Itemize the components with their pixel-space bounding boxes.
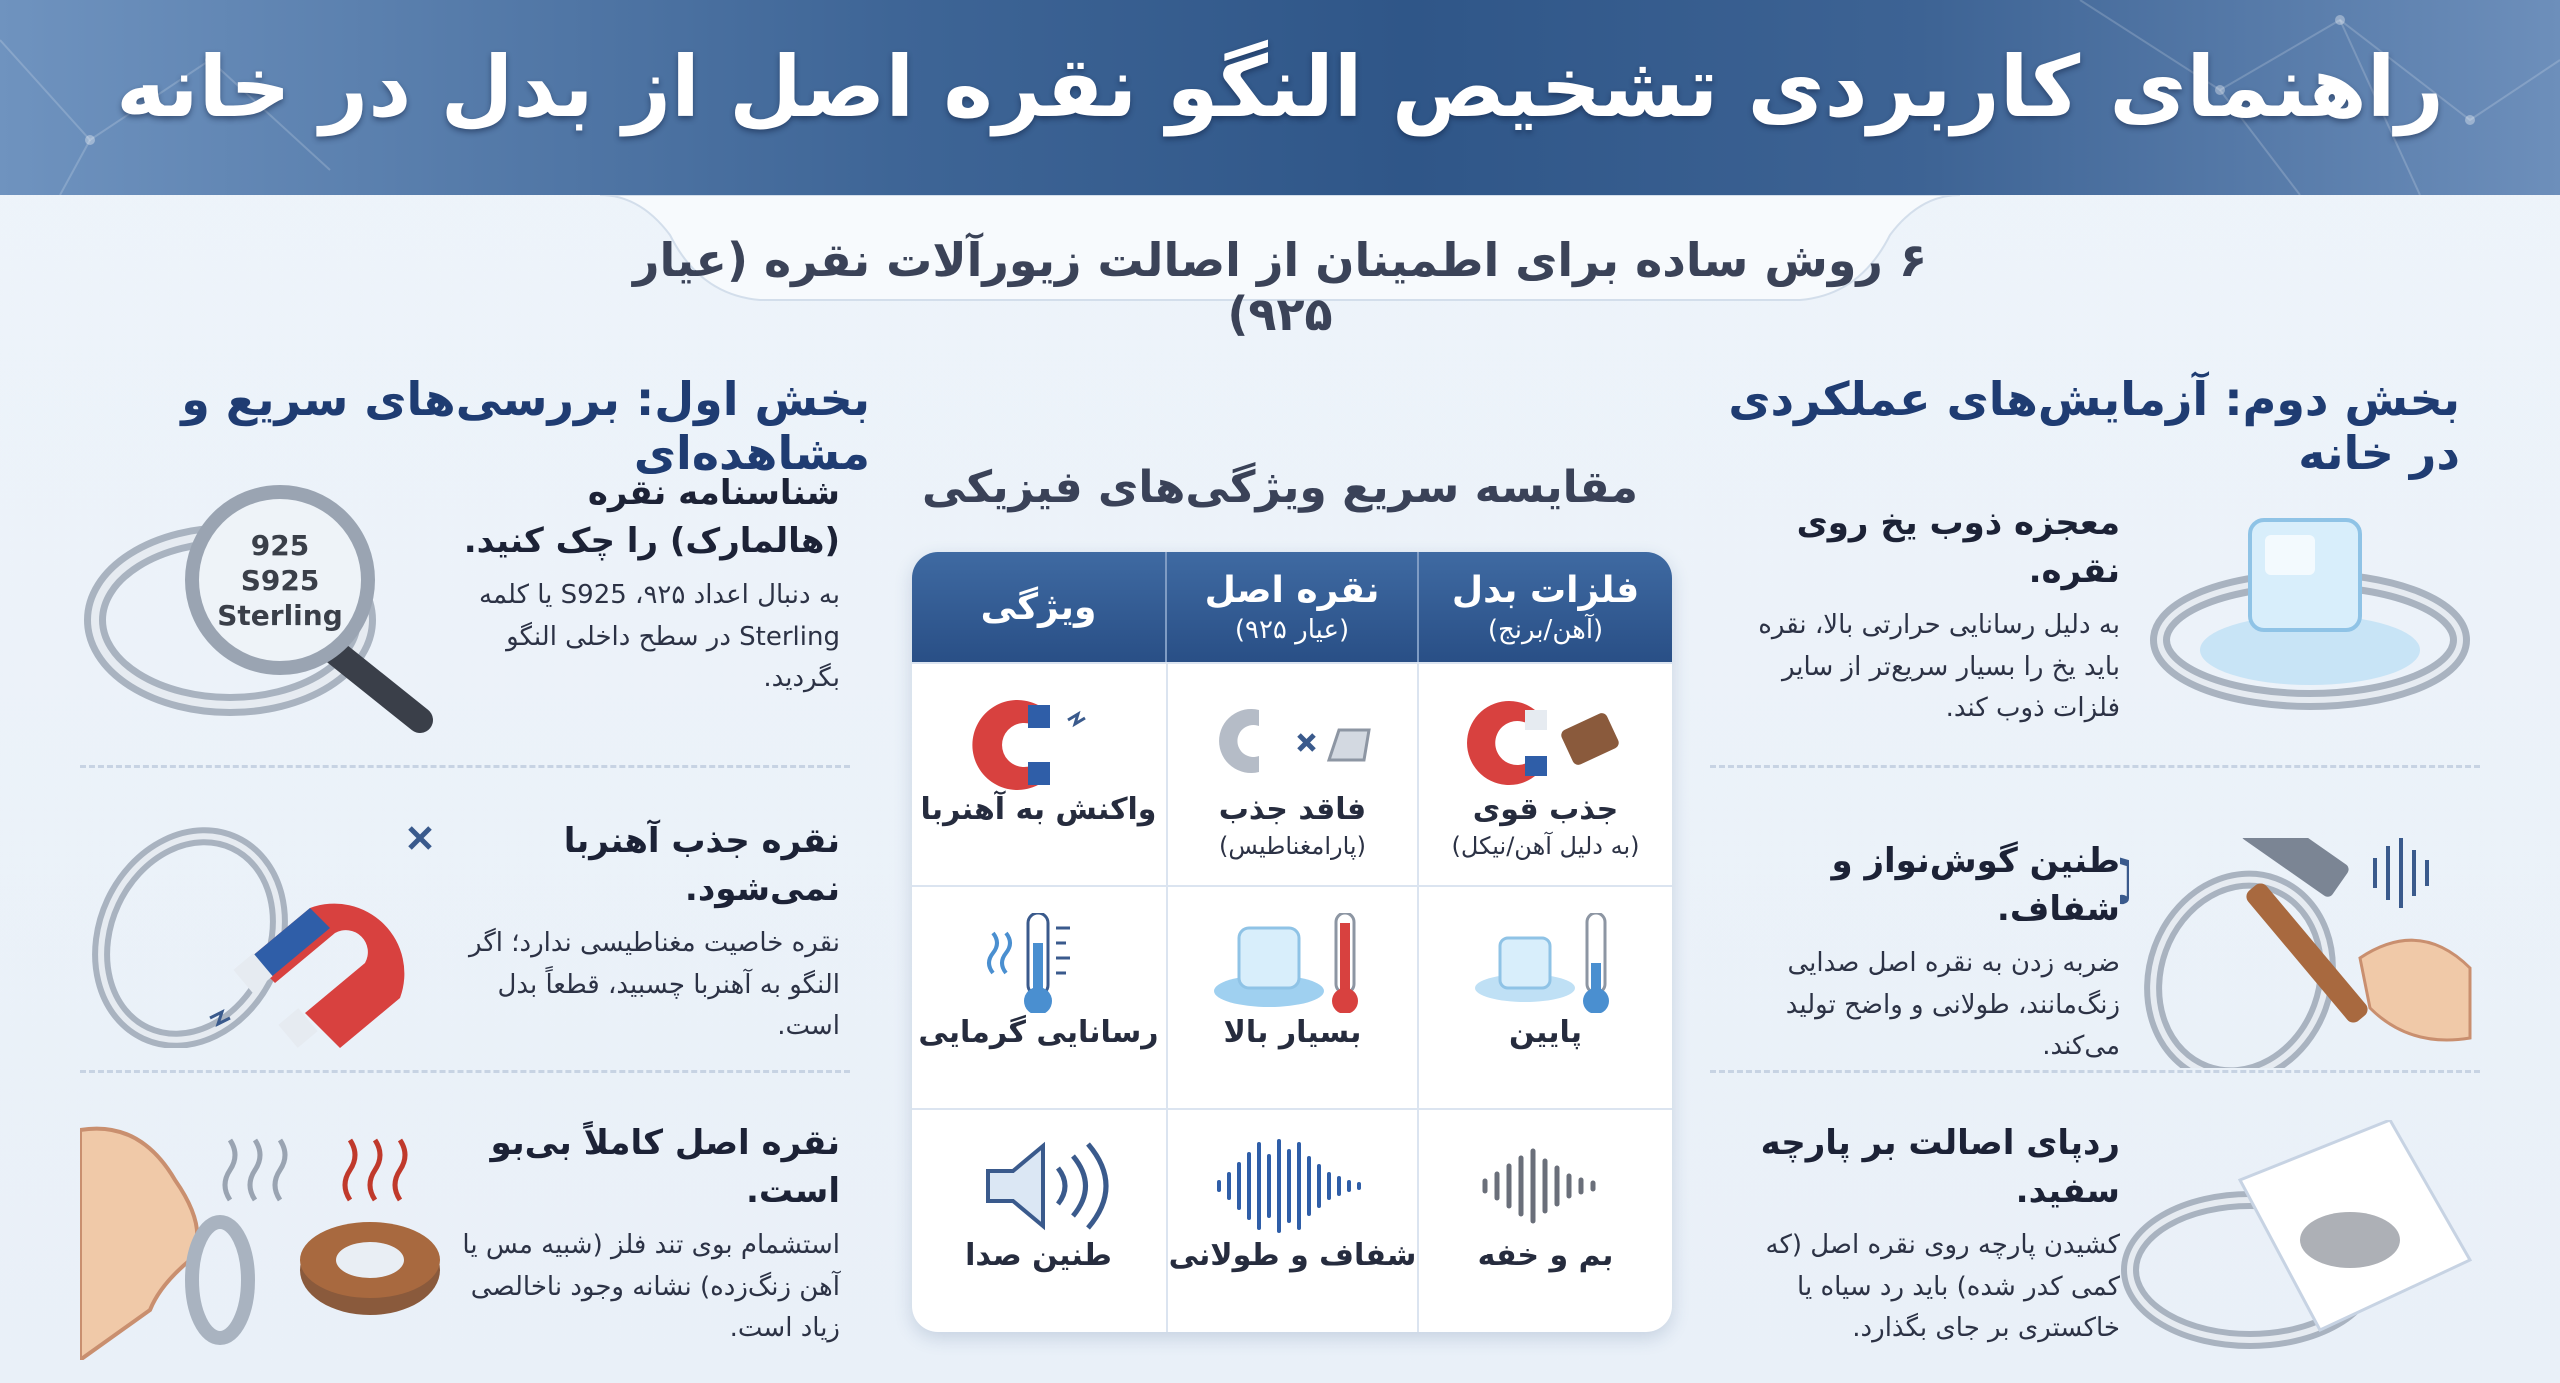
cell-fake-sound-label: بم و خفه	[1477, 1238, 1614, 1273]
card-hallmark	[80, 470, 840, 770]
section-right-title: بخش دوم: آزمایش‌های عملکردی در خانه	[1728, 372, 2460, 480]
cell-feature-thermal-label: رسانایی گرمایی	[918, 1015, 1159, 1050]
header-real-main: نقره اصل	[1204, 569, 1380, 611]
table-row	[912, 885, 1672, 1108]
cell-feature-magnet	[912, 664, 1165, 887]
sound-illustration	[2120, 838, 2480, 1108]
comparison-title: مقایسه سریع ویژگی‌های فیزیکی	[921, 462, 1639, 513]
magnet-none-icon	[1214, 690, 1374, 790]
divider	[80, 765, 850, 768]
music-note-icon	[2120, 843, 2140, 913]
cell-real-sound-label: شفاف و طولانی	[1168, 1238, 1417, 1273]
hallmark-illustration	[80, 470, 440, 740]
card-sound	[1720, 838, 2480, 1138]
magnifier-ring-icon	[80, 470, 440, 740]
divider	[80, 1070, 850, 1073]
cell-feature-sound-label: طنین صدا	[965, 1238, 1112, 1273]
card-sound-heading: طنین گوش‌نواز و شفاف.	[1831, 841, 2120, 929]
cloth-ring-icon	[2120, 1120, 2480, 1360]
magnet-illustration	[80, 818, 440, 1088]
header-feature-label: ویژگی	[980, 586, 1097, 628]
hammer-ring-icon	[2120, 838, 2480, 1068]
cell-fake-magnet	[1419, 664, 1672, 887]
cell-real-magnet-sub: (پارامغناطیس)	[1219, 832, 1366, 860]
cell-real-magnet	[1166, 664, 1419, 887]
cell-feature-magnet-label: واکنش به آهنربا	[920, 792, 1157, 827]
card-magnet-text	[440, 818, 840, 1048]
magnet-ring-icon	[80, 818, 440, 1048]
divider	[1710, 765, 2480, 768]
ice-illustration	[2120, 500, 2480, 770]
card-hallmark-heading: شناسنامه نقره (هالمارک) را چک کنید.	[463, 473, 840, 561]
cell-feature-sound	[912, 1110, 1165, 1332]
cell-fake-thermal	[1419, 887, 1672, 1110]
cell-fake-thermal-label: پایین	[1508, 1015, 1583, 1050]
card-smell-body: استشمام بوی تند فلز (شبیه مس یا آهن زنگ‌زده) نشانه وجود ناخالصی زیاد است.	[462, 1230, 840, 1344]
cell-real-thermal	[1166, 887, 1419, 1110]
card-cloth-text	[1720, 1120, 2120, 1350]
magnet-attract-icon	[1465, 690, 1625, 790]
ice-fast-melt-icon	[1214, 913, 1374, 1013]
header-real	[1165, 552, 1419, 662]
card-hallmark-text	[440, 470, 840, 700]
page-title: راهنمای کاربردی تشخیص النگو نقره اصل از بدل در خانه	[116, 38, 2444, 136]
cell-fake-magnet-label: جذب قوی	[1472, 792, 1619, 827]
card-smell-heading: نقره اصل کاملاً بی‌بو است.	[490, 1123, 840, 1211]
header-fake-main: فلزات بدل	[1451, 569, 1640, 611]
subtitle-ribbon	[600, 195, 1960, 341]
cell-feature-thermal	[912, 887, 1165, 1110]
dull-sound-wave-icon	[1465, 1136, 1625, 1236]
card-cloth	[1720, 1120, 2480, 1383]
nose-ring-icon	[80, 1120, 440, 1360]
table-row	[912, 1108, 1672, 1331]
cell-real-sound	[1166, 1110, 1419, 1332]
stamp-s925: S925	[240, 564, 320, 597]
card-cloth-heading: ردپای اصالت بر پارچه سفید.	[1760, 1123, 2120, 1211]
cell-fake-magnet-sub: (به دلیل آهن/نیکل)	[1451, 832, 1640, 860]
card-magnet-body: نقره خاصیت مغناطیسی ندارد؛ اگر النگو به آهنربا چسبید، قطعاً بدل است.	[469, 928, 840, 1042]
header-fake	[1419, 552, 1672, 662]
card-magnet	[80, 818, 840, 1118]
card-cloth-body: کشیدن پارچه روی نقره اصل (که کمی کدر شده) باید رد سیاه یا خاکستری بر جای بگذارد.	[1765, 1230, 2120, 1344]
card-hallmark-body: به دنبال اعداد ۹۲۵، S925 یا کلمه Sterling در سطح داخلی النگو بگردید.	[479, 580, 840, 694]
comparison-table	[912, 552, 1672, 1332]
card-smell-text	[440, 1120, 840, 1350]
table-row	[912, 662, 1672, 885]
speaker-icon	[958, 1136, 1118, 1236]
header-banner	[0, 0, 2560, 195]
clear-sound-wave-icon	[1214, 1136, 1374, 1236]
card-ice-heading: معجزه ذوب یخ روی نقره.	[1796, 503, 2120, 591]
cell-real-magnet-label: فاقد جذب	[1218, 792, 1367, 827]
ice-low-melt-icon	[1465, 913, 1625, 1013]
cell-real-thermal-label: بسیار بالا	[1223, 1015, 1362, 1050]
card-sound-body: ضربه زدن به نقره اصل صدایی زنگ‌مانند، طولانی و واضح تولید می‌کند.	[1785, 948, 2120, 1062]
section-left-title: بخش اول: بررسی‌های سریع و مشاهده‌ای	[181, 372, 870, 480]
card-magnet-heading: نقره جذب آهنربا نمی‌شود.	[563, 821, 840, 909]
smell-illustration	[80, 1120, 440, 1383]
thermometer-icon	[958, 913, 1118, 1013]
cloth-illustration	[2120, 1120, 2480, 1383]
stamp-sterling: Sterling	[217, 599, 343, 632]
header-real-sub: (عیار ۹۲۵)	[1234, 614, 1350, 645]
divider	[1710, 1070, 2480, 1073]
card-sound-text	[1720, 838, 2120, 1068]
card-ice-text	[1720, 500, 2120, 730]
subtitle: ۶ روش ساده برای اطمینان از اصالت زیورآلات نقره (عیار ۹۲۵)	[632, 233, 1928, 341]
stamp-925: 925	[250, 529, 310, 562]
card-ice	[1720, 500, 2480, 800]
card-ice-body: به دلیل رسانایی حرارتی بالا، نقره باید یخ را بسیار سریع‌تر از سایر فلزات ذوب کند.	[1758, 610, 2120, 724]
cell-fake-sound	[1419, 1110, 1672, 1332]
card-smell	[80, 1120, 840, 1383]
ice-ring-icon	[2140, 500, 2480, 730]
table-header	[912, 552, 1672, 662]
magnet-icon	[958, 690, 1118, 790]
header-fake-sub: (آهن/برنج)	[1487, 614, 1604, 645]
header-feature	[912, 552, 1165, 662]
